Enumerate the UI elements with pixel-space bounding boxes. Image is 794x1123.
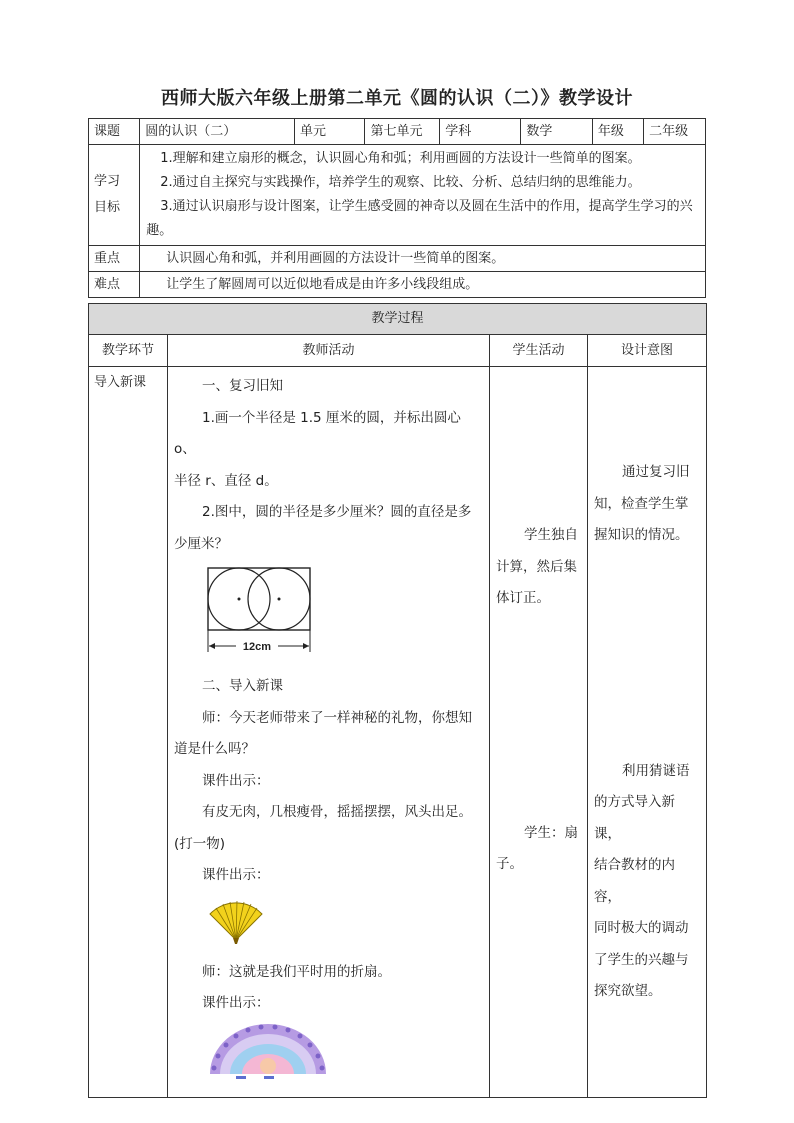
courseware-show-3: 课件出示： [202, 995, 270, 1011]
two-circles-figure [206, 566, 312, 656]
figure-width-label: 12cm [242, 641, 272, 653]
question-1-cont: 半径 r、直径 d。 [174, 472, 278, 489]
col-header-teacher: 教师活动 [168, 335, 490, 367]
student-line: 学生：扇 [524, 824, 578, 841]
review-heading: 一、复习旧知 [202, 378, 283, 394]
question-1: 1.画一个半径是 1.5 厘米的圆，并标出圆心 o、 [174, 409, 461, 457]
goals-cell [140, 145, 706, 246]
intent-line: 了学生的兴趣与 [594, 951, 689, 968]
goal-item: 1.理解和建立扇形的概念，认识圆心角和弧；利用画圆的方法设计一些简单的图案。 [160, 151, 641, 166]
goal-item: 3.通过认识扇形与设计图案，让学生感受圆的神奇以及圆在生活中的作用，提高学生学习的兴趣。 [146, 199, 693, 238]
design-intent [588, 367, 707, 1098]
intent-line: 探究欲望。 [594, 983, 662, 999]
grade-label: 年级 [592, 119, 643, 145]
goals-label-line1: 学习 [94, 174, 121, 189]
riddle-text: 有皮无肉，几根瘦骨，摇摇摆摆，风头出足。 [202, 804, 472, 820]
key-point-label: 重点 [89, 246, 140, 272]
col-header-stage: 教学环节 [89, 335, 168, 367]
goals-label-line2: 目标 [94, 200, 121, 215]
goal-item: 2.通过自主探究与实践操作，培养学生的观察、比较、分析、总结归纳的思维能力。 [160, 175, 641, 190]
difficulty-value: 让学生了解圆周可以近似地看成是由许多小线段组成。 [140, 272, 706, 298]
student-line: 子。 [496, 856, 523, 872]
intent-line: 握知识的情况。 [594, 527, 689, 543]
goals-label [89, 145, 140, 246]
subject-value: 数学 [521, 119, 593, 145]
key-point-value: 认识圆心角和弧，并利用画圆的方法设计一些简单的图案。 [140, 246, 706, 272]
courseware-show-1: 课件出示： [202, 772, 270, 789]
student-line: 体订正。 [496, 590, 550, 606]
teacher-line-2: 师：这就是我们平时用的折扇。 [202, 963, 391, 980]
intent-line: 通过复习旧 [622, 464, 690, 480]
col-header-intent: 设计意图 [588, 335, 707, 367]
student-line: 学生独自 [524, 527, 578, 543]
teacher-line-1: 师：今天老师带来了一样神秘的礼物，你想知 [202, 709, 472, 726]
intent-line: 的方式导入新课， [594, 794, 675, 842]
section-title: 教学过程 [89, 304, 707, 335]
student-line: 计算，然后集 [496, 558, 577, 575]
intent-line: 知，检查学生掌 [594, 495, 689, 512]
unit-label: 单元 [295, 119, 365, 145]
intent-line: 结合教材的内容， [594, 857, 675, 905]
folding-fan-image [206, 894, 266, 946]
grade-value: 二年级 [644, 119, 706, 145]
subject-label: 学科 [440, 119, 521, 145]
peacock-fan-image [206, 1020, 330, 1082]
unit-value: 第七单元 [365, 119, 440, 145]
stage-name: 导入新课 [89, 367, 168, 1098]
teacher-activity [168, 367, 490, 1098]
student-activity [490, 367, 588, 1098]
col-header-student: 学生活动 [490, 335, 588, 367]
intent-line: 同时极大的调动 [594, 920, 689, 936]
teacher-line-1-cont: 道是什么吗？ [174, 741, 255, 757]
topic-label: 课题 [89, 119, 140, 145]
intro-heading: 二、导入新课 [202, 678, 283, 694]
riddle-hint: (打一物) [174, 835, 226, 852]
document-title: 西师大版六年级上册第二单元《圆的认识（二）》教学设计 [161, 88, 633, 109]
intent-line: 利用猜谜语 [622, 762, 690, 779]
difficulty-label: 难点 [89, 272, 140, 298]
topic-value: 圆的认识（二） [140, 119, 295, 145]
question-2: 2.图中，圆的半径是多少厘米？圆的直径是多 [202, 504, 472, 520]
lesson-info-table [88, 118, 706, 298]
question-2-cont: 少厘米？ [174, 535, 228, 552]
courseware-show-2: 课件出示： [202, 867, 270, 883]
teaching-process-table [88, 303, 707, 1098]
